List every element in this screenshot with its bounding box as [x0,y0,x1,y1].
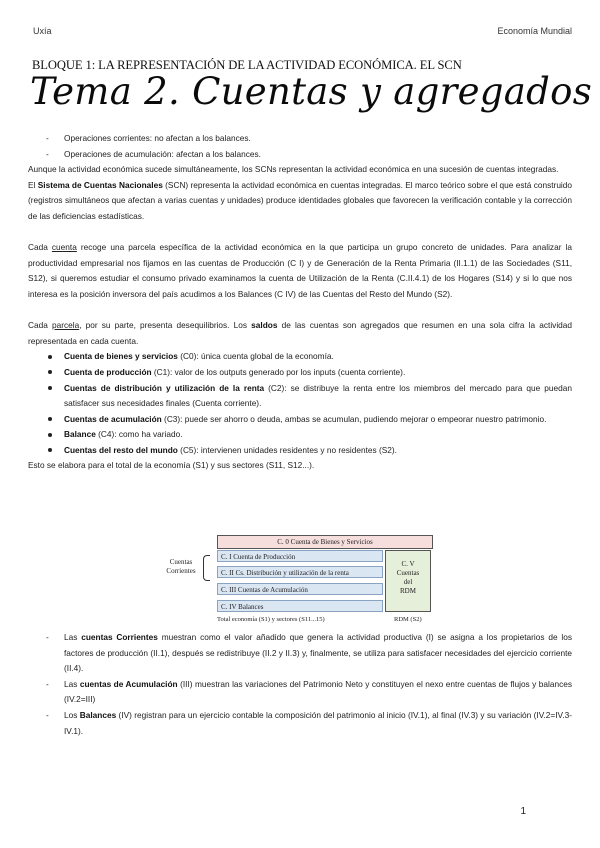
main-text [28,131,572,474]
paragraph: Esto se elabora para el total de la economía (S1) y sus sectores (S11, S12...). [28,460,315,471]
account-row: C. II Cs. Distribución y utilización de la renta [217,566,383,578]
bullet-item: Cuentas de distribución y utilización de la renta (C2): se distribuye la renta entre los miembros del mercado para que puedan satisfacer sus necesidades finales (Cuenta corriente). [28,381,572,412]
accounts-figure [162,533,434,627]
final-list [28,630,572,739]
dash-item: - Las cuentas Corrientes muestran como el valor añadido que genera la actividad productiva (I) se asigna a los propietarios de los factores de producción (II.1), después se redistribuye (II.2 y II.3) y, finalmente, se utiliza para satisfacer necesidades del ejercicio corriente (II.4). [28,630,572,677]
rdm-label: RDM (S2) [394,616,422,623]
block-title: BLOQUE 1: LA REPRESENTACIÓN DE LA ACTIVIDAD ECONÓMICA. EL SCN [32,58,462,72]
page-number: 1 [520,806,526,817]
bullet-item: Cuenta de bienes y servicios (C0): única cuenta global de la economía. [28,349,572,365]
account-row: C. I Cuenta de Producción [217,550,383,562]
dash-item: - Operaciones de acumulación: afectan a los balances. [28,147,572,163]
paragraph: Cada cuenta recoge una parcela específica de la actividad económica en la que participa un grupo concreto de unidades. Para analizar la productividad empresarial nos fijamos en las cuentas de Producción (C I) y de Generación de la Renta Primaria (II.1.1) de las Sociedades (S11, S12), si queremos estudiar el consumo privado examinamos la cuenta de Utilización de la Renta (C.II.4.1) de los Hogares (S14) y si lo que nos interesa es la posición inversora del país acudimos a los Balances (C IV) de las Cuentas del Resto del Mundo (S2). [28,242,572,299]
bullet-item: Cuentas de acumulación (C3): puede ser ahorro o deuda, ambas se acumulan, pudiendo mejorar o empeorar nuestro patrimonio. [28,412,572,428]
header-author: Uxía [33,26,52,36]
bullet-item: Cuenta de producción (C1): valor de los outputs generado por los inputs (cuenta corriente). [28,365,572,381]
account-cv: C. V Cuentas del RDM [385,550,431,612]
account-row: C. IV Balances [217,600,383,612]
bullet-item: Balance (C4): como ha variado. [28,427,572,443]
dash-item: - Las cuentas de Acumulación (III) muestran las variaciones del Patrimonio Neto y constituyen el nexo entre cuentas de flujos y balances (IV.2=III) [28,677,572,708]
brace-icon [203,555,210,581]
topic-title: Tema 2. Cuentas y agregados [30,70,592,113]
brace-label: Cuentas Corrientes [166,558,196,575]
paragraph: Cada parcela, por su parte, presenta desequilibrios. Los saldos de las cuentas son agregados que resumen en una sola cifra la actividad representada en cada cuenta. [28,320,573,346]
dash-item: - Los Balances (IV) registran para un ejercicio contable la composición del patrimonio al inicio (IV.1), al final (IV.3) y su variación (IV.2=IV.3-IV.1). [28,708,572,739]
total-label: Total economía (S1) y sectores (S11...15) [217,616,325,623]
header-subject: Economía Mundial [497,26,572,36]
paragraph: El Sistema de Cuentas Nacionales (SCN) representa la actividad económica en cuentas integradas. El marco teórico sobre el que está construido (registros simultáneos que afectan a varias cuentas y unidades) produce identidades globales que favorecen la verificación contable y la corrección de las deficiencias estadísticas. [28,179,573,221]
account-row: C. III Cuentas de Acumulación [217,583,383,595]
account-c0: C. 0 Cuenta de Bienes y Servicios [217,535,433,549]
bullet-item: Cuentas del resto del mundo (C5): intervienen unidades residentes y no residentes (S2). [28,443,572,459]
dash-item: - Operaciones corrientes: no afectan a los balances. [28,131,572,147]
paragraph: Aunque la actividad económica sucede simultáneamente, los SCNs representan la actividad económica en una sucesión de cuentas integradas. [28,164,559,175]
